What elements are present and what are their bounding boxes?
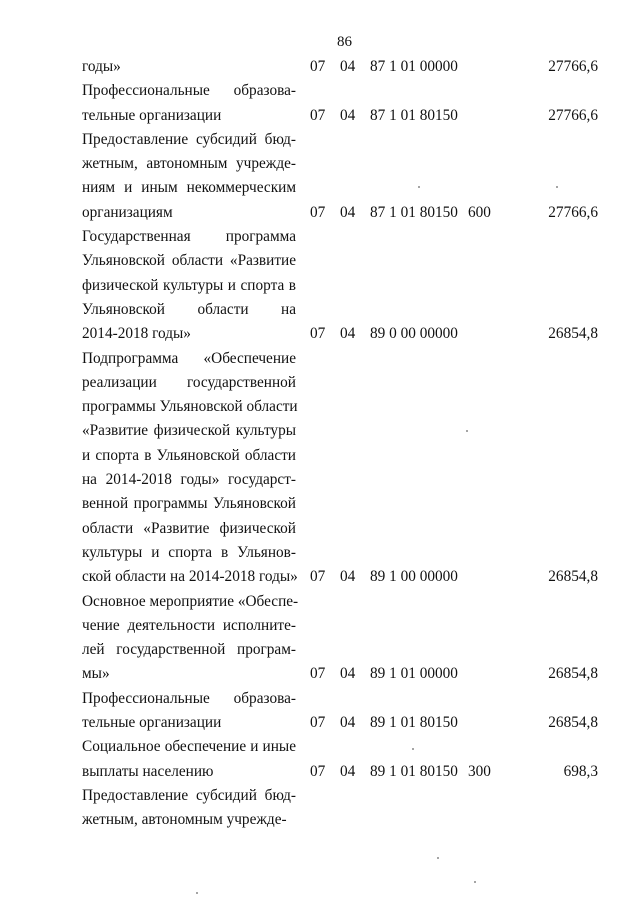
table-row (0, 79, 640, 128)
razdel-cell: 07 (310, 58, 326, 75)
razdel-cell: 07 (310, 106, 326, 124)
razdel-cell: 07 (310, 714, 326, 732)
description-line: Подпрограмма «Обеспечение (82, 349, 296, 367)
scan-speck (556, 186, 558, 188)
podrazdel-cell: 04 (340, 325, 356, 343)
description-line: организациям (82, 203, 173, 221)
razdel-cell: 07 (310, 568, 326, 586)
podrazdel-cell: 04 (340, 568, 356, 586)
scan-speck (474, 881, 476, 883)
description-line: программы Ульяновской области (82, 398, 298, 416)
row-description (82, 784, 296, 833)
podrazdel-cell: 04 (340, 714, 356, 732)
table-row (0, 347, 640, 590)
description-line: годы» (82, 58, 121, 75)
podrazdel-cell: 04 (340, 106, 356, 124)
description-line: мы» (82, 665, 110, 683)
description-line: Основное мероприятие «Обеспе- (82, 592, 299, 610)
description-line: Предоставление субсидий бюд- (82, 130, 296, 148)
description-line: лей государственной програм- (82, 641, 296, 659)
scan-speck (196, 892, 198, 894)
description-line: и спорта в Ульяновской области (82, 446, 296, 464)
table-row (0, 735, 640, 784)
csr-cell: 89 1 01 00000 (370, 665, 458, 683)
row-description (82, 128, 296, 225)
description-line: выплаты населению (82, 762, 214, 780)
sum-cell: 26854,8 (548, 325, 598, 343)
description-line: жетным, автономным учрежде- (82, 155, 296, 173)
description-line: ниям и иным некоммерческим (82, 179, 296, 197)
razdel-cell: 07 (310, 762, 326, 780)
description-line: чение деятельности исполните- (82, 616, 296, 634)
description-line: 2014-2018 годы» (82, 325, 191, 343)
description-line: на 2014-2018 годы» государст- (82, 471, 296, 489)
sum-cell: 27766,6 (548, 106, 598, 124)
table-row (0, 784, 640, 833)
table-row (0, 128, 640, 225)
csr-cell: 87 1 01 00000 (370, 58, 458, 75)
razdel-cell: 07 (310, 325, 326, 343)
sum-cell: 26854,8 (548, 714, 598, 732)
csr-cell: 89 0 00 00000 (370, 325, 458, 343)
description-line: физической культуры и спорта в (82, 276, 296, 294)
row-description (82, 55, 296, 79)
csr-cell: 89 1 01 80150 (370, 714, 458, 732)
description-line: Профессиональные образова- (82, 82, 296, 100)
csr-cell: 87 1 01 80150 (370, 203, 458, 221)
vr-cell: 600 (468, 203, 491, 221)
description-line: жетным, автономным учрежде- (82, 811, 287, 829)
table-row (0, 590, 640, 687)
row-description (82, 735, 296, 784)
description-line: Социальное обеспечение и иные (82, 738, 296, 756)
description-line: тельные организации (82, 714, 222, 732)
podrazdel-cell: 04 (340, 665, 356, 683)
description-line: Профессиональные образова- (82, 689, 296, 707)
description-line: венной программы Ульяновской (82, 495, 296, 513)
csr-cell: 89 1 01 80150 (370, 762, 458, 780)
sum-cell: 26854,8 (548, 568, 598, 586)
csr-cell: 87 1 01 80150 (370, 106, 458, 124)
description-line: Ульяновской области на (82, 300, 296, 318)
sum-cell: 27766,6 (548, 58, 598, 75)
podrazdel-cell: 04 (340, 58, 356, 75)
description-line: культуры и спорта в Ульянов- (82, 543, 296, 561)
row-description (82, 590, 299, 687)
page-number: 86 (337, 34, 352, 50)
description-line: Предоставление субсидий бюд- (82, 786, 296, 804)
description-line: Ульяновской области «Развитие (82, 252, 296, 270)
table-row (0, 225, 640, 346)
row-description (82, 79, 296, 128)
podrazdel-cell: 04 (340, 203, 356, 221)
vr-cell: 300 (468, 762, 491, 780)
razdel-cell: 07 (310, 665, 326, 683)
scan-speck (437, 857, 439, 859)
csr-cell: 89 1 00 00000 (370, 568, 458, 586)
description-line: области «Развитие физической (82, 519, 296, 537)
scan-speck (412, 748, 414, 750)
description-line: «Развитие физической культуры (82, 422, 296, 440)
table-row (0, 687, 640, 736)
row-description (82, 687, 296, 736)
sum-cell: 26854,8 (548, 665, 598, 683)
description-line: тельные организации (82, 106, 222, 124)
description-line: Государственная программа (82, 228, 296, 246)
table-row (0, 55, 640, 79)
podrazdel-cell: 04 (340, 762, 356, 780)
description-line: реализации государственной (82, 373, 296, 391)
scan-speck (418, 186, 420, 188)
sum-cell: 27766,6 (548, 203, 598, 221)
razdel-cell: 07 (310, 203, 326, 221)
scan-speck (466, 430, 468, 432)
budget-table (0, 55, 640, 833)
sum-cell: 698,3 (563, 762, 598, 780)
row-description (82, 225, 296, 346)
row-description (82, 347, 296, 590)
description-line: ской области на 2014-2018 годы» (82, 568, 298, 586)
